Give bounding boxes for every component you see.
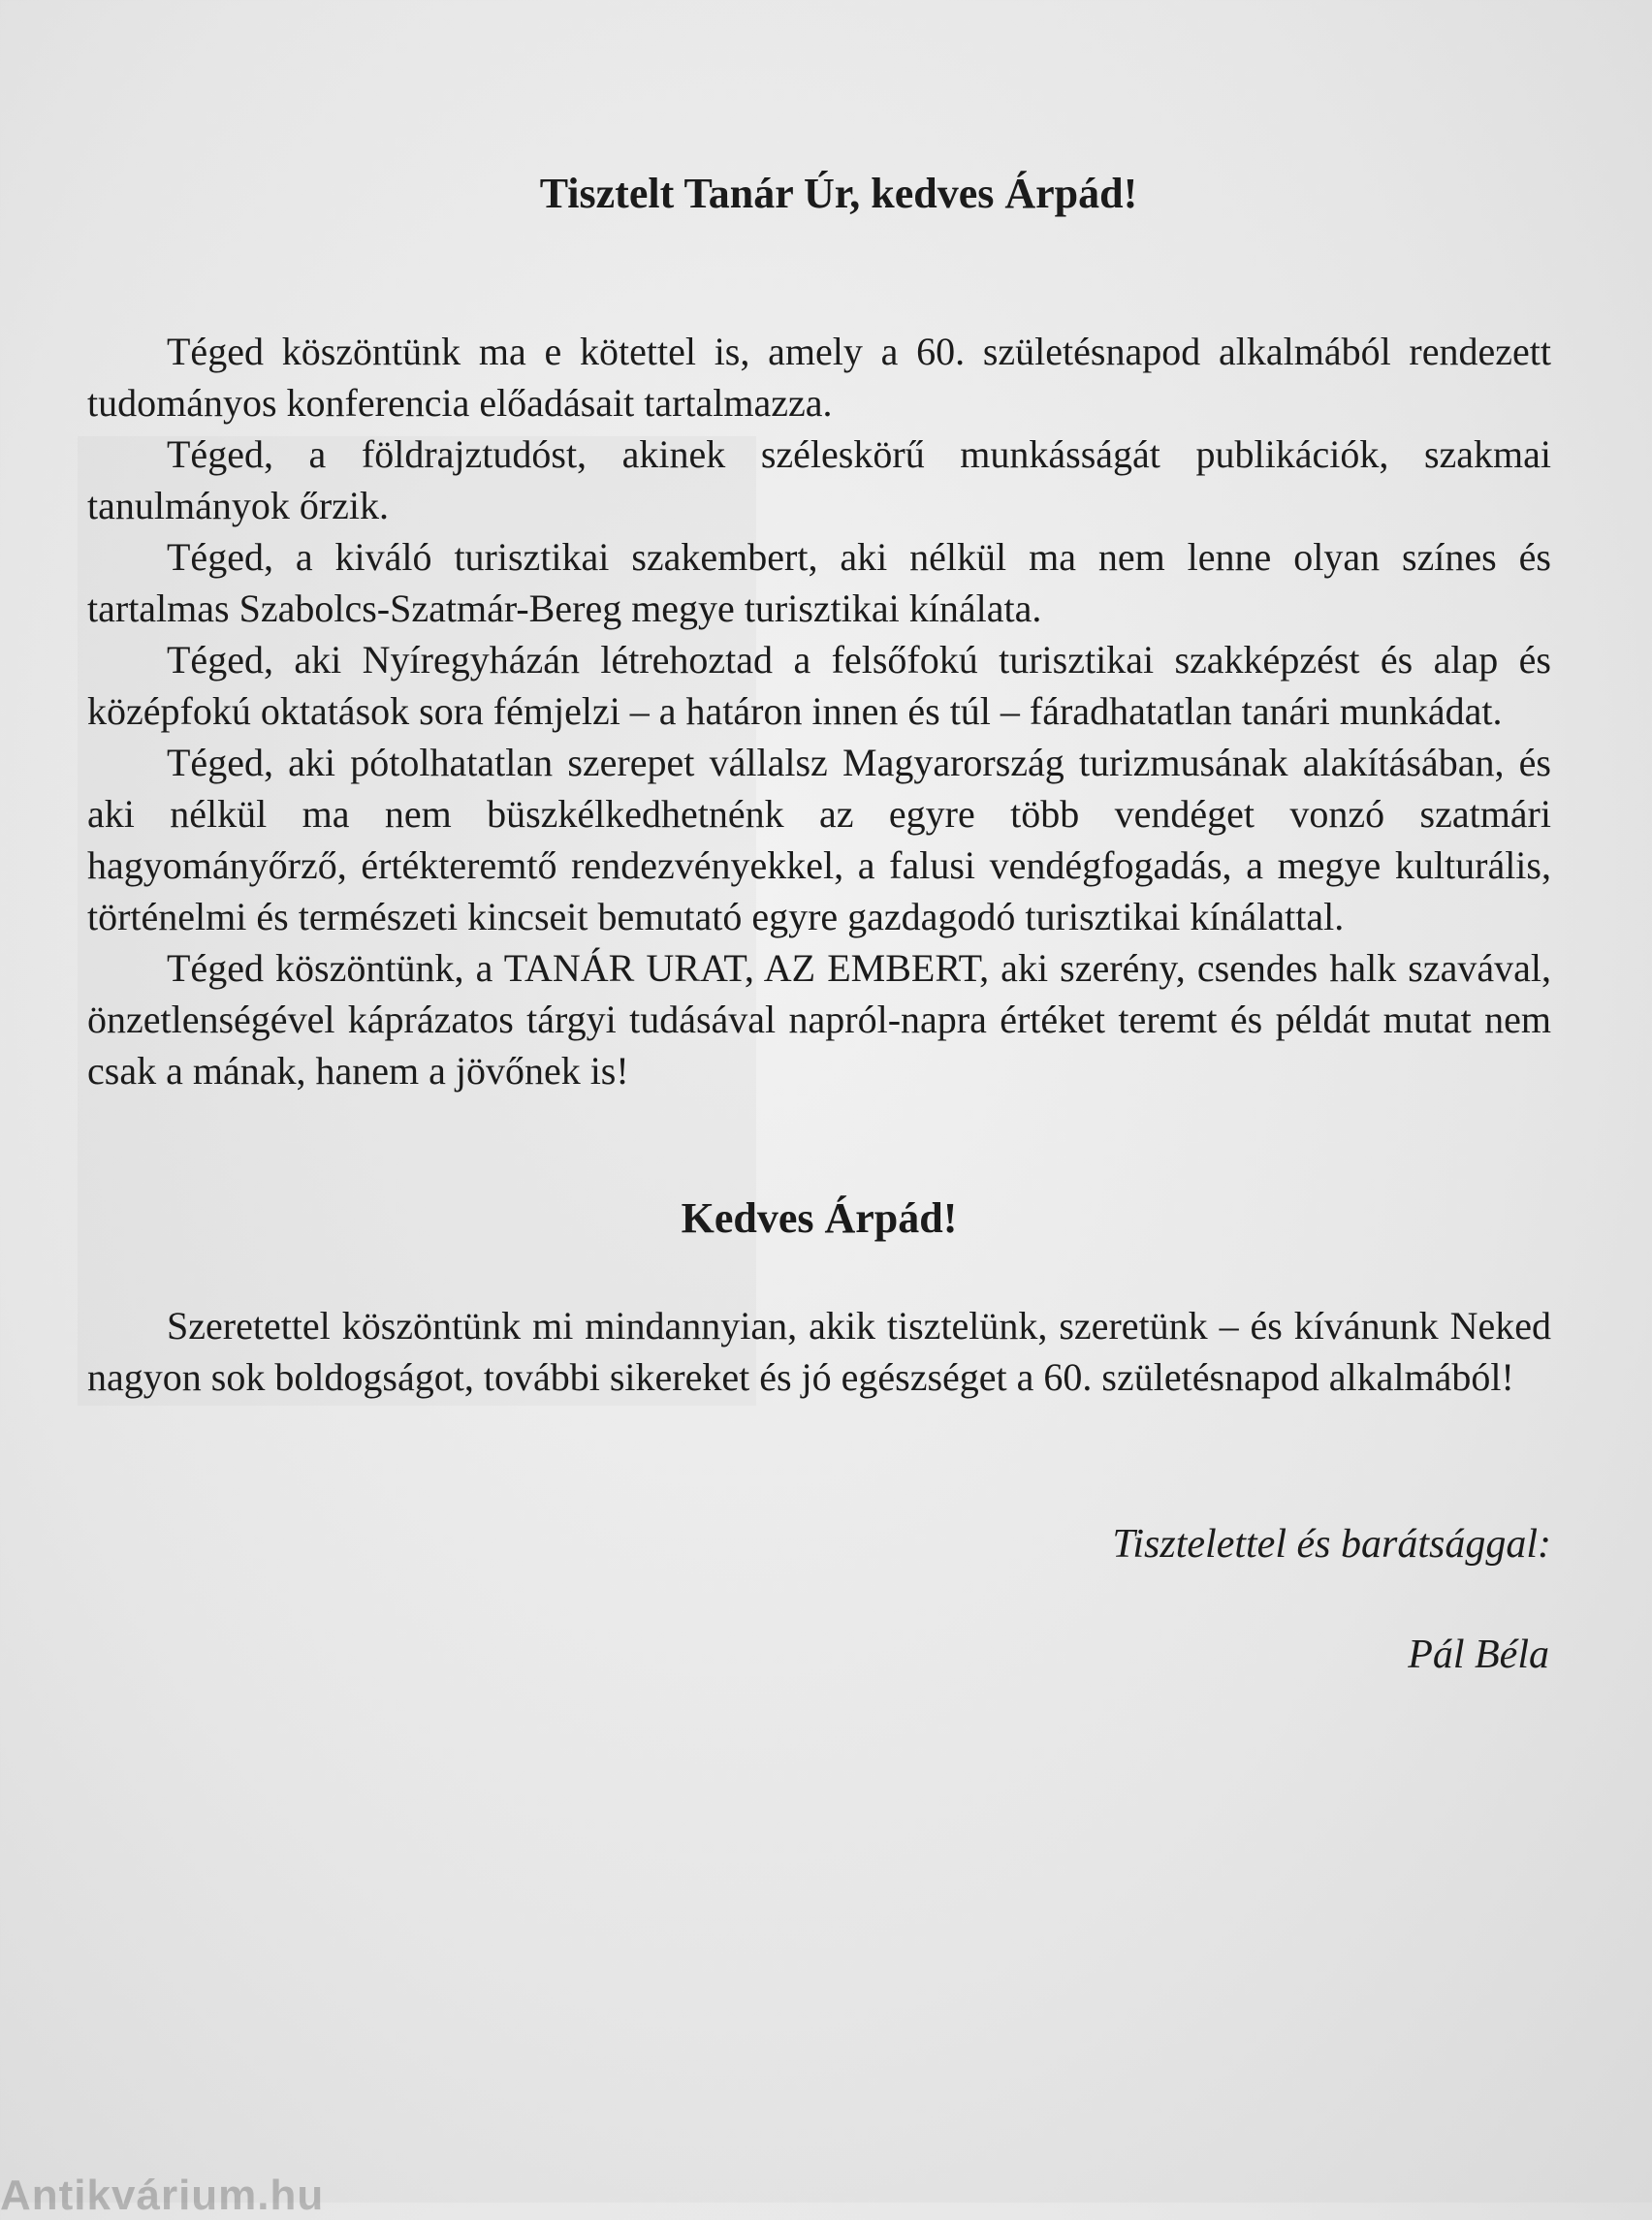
paragraph-3: Téged, a kiváló turisztikai szakembert, aki nélkül ma nem lenne olyan színes és tartalmas Szabolcs-Szatmár-Bereg megye turisztikai kínálata.	[87, 535, 1551, 630]
letter-body	[87, 326, 1551, 1096]
paragraph-5: Téged, aki pótolhatatlan szerepet vállalsz Magyarország turizmusának alakításában, és aki nélkül ma nem büszkélkedhetnénk az egyre több vendéget vonzó szatmári hagyományőrző, értékteremtő rendezvényekkel, a falusi vendégfogadás, a megye kulturális, történelmi és természeti kincseit bemutató egyre gazdagodó turisztikai kínálattal.	[87, 741, 1551, 938]
closing-body	[87, 1300, 1551, 1403]
letter-salutation: Tisztelt Tanár Úr, kedves Árpád!	[539, 170, 1138, 217]
valediction: Tisztelettel és barátsággal:	[1112, 1522, 1551, 1567]
second-heading: Kedves Árpád!	[681, 1194, 958, 1242]
watermark: Antikvárium.hu	[0, 2172, 325, 2219]
paragraph-6: Téged köszöntünk, a TANÁR URAT, AZ EMBERT, aki szerény, csendes halk szavával, önzetlenségével káprázatos tárgyi tudásával napról-napra értéket teremt és példát mutat nem csak a mának, hanem a jövőnek is!	[87, 946, 1551, 1093]
paragraph-1: Téged köszöntünk ma e kötettel is, amely a 60. születésnapod alkalmából rendezett tudományos konferencia előadásait tartalmazza.	[87, 330, 1551, 425]
signature: Pál Béla	[1408, 1633, 1549, 1677]
closing-paragraph: Szeretettel köszöntünk mi mindannyian, akik tisztelünk, szeretünk – és kívánunk Neked nagyon sok boldogságot, további sikereket és jó egészséget a 60. születésnapod alkalmából!	[87, 1304, 1551, 1399]
paragraph-2: Téged, a földrajztudóst, akinek széleskörű munkásságát publikációk, szakmai tanulmányok őrzik.	[87, 432, 1551, 527]
letter-page	[87, 145, 1551, 1682]
paragraph-4: Téged, aki Nyíregyházán létrehoztad a felsőfokú turisztikai szakképzést és alap és középfokú oktatások sora fémjelzi – a határon innen és túl – fáradhatatlan tanári munkádat.	[87, 638, 1551, 733]
